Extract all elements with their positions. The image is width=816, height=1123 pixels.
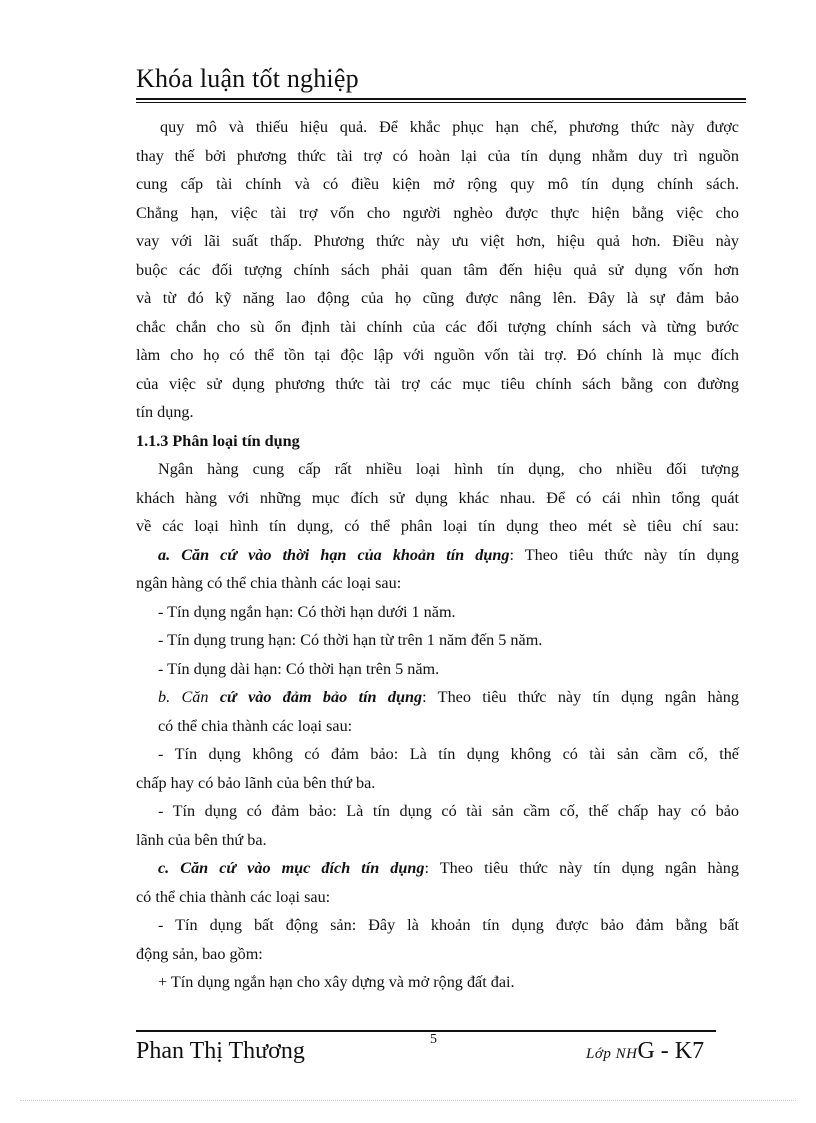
- bullet-item: - Tín dụng dài hạn: Có thời hạn trên 5 năm.: [158, 659, 440, 678]
- item-a-heading-line: [136, 541, 739, 570]
- plus-item: + Tín dụng ngắn hạn cho xây dựng và mở rộng đất đai.: [158, 973, 515, 991]
- footer-class-script: Lớp NH: [586, 1046, 638, 1062]
- item-c-label: c. Căn cứ vào mục đích tín dụng: [158, 859, 425, 877]
- header-rule: [136, 98, 746, 100]
- footer-author: Phan Thị Thương: [136, 1038, 305, 1064]
- item-b-heading-line: [136, 683, 739, 712]
- bullet-item: - Tín dụng có đảm bảo: Là tín dụng có tài sản cầm cố, thế chấp hay có bảo: [158, 802, 739, 820]
- paragraph-line: chắc chắn cho sù ổn định tài chính của các đối tượng chính sách và từng bước: [136, 317, 739, 336]
- item-a-label: a. Căn cứ vào thời hạn của khoản tín dụng: [158, 545, 510, 564]
- item-b-rest: : Theo tiêu thức này tín dụng ngân hàng: [422, 688, 739, 706]
- paragraph-line: khách hàng với những mục đích sử dụng khác nhau. Để có cái nhìn tổng quát: [136, 488, 739, 507]
- bullet-item: - Tín dụng bất động sản: Đây là khoản tín dụng được bảo đảm bằng bất: [158, 916, 739, 934]
- bullet-item: - Tín dụng không có đảm bảo: Là tín dụng không có tài sản cầm cố, thế: [158, 745, 739, 763]
- paragraph-line: làm cho họ có thể tồn tại độc lập với nguồn vốn tài trợ. Đó chính là mục đích: [136, 346, 739, 364]
- section-heading: 1.1.3 Phân loại tín dụng: [136, 431, 300, 450]
- item-c-heading-line: [136, 854, 739, 883]
- bullet-item: - Tín dụng trung hạn: Có thời hạn từ trên 1 năm đến 5 năm.: [158, 631, 543, 649]
- bullet-item: - Tín dụng ngắn hạn: Có thời hạn dưới 1 năm.: [158, 602, 456, 621]
- paragraph-line: quy mô và thiếu hiệu quả. Để khắc phục hạn chế, phương thức này được: [160, 118, 739, 136]
- paragraph-line: cung cấp tài chính và có điều kiện mở rộng quy mô tín dụng chính sách.: [136, 175, 739, 193]
- paragraph-line: buộc các đối tượng chính sách phải quan tâm đến hiệu quả sử dụng vốn hơn: [136, 260, 739, 279]
- paragraph-line: ngân hàng có thể chia thành các loại sau:: [136, 574, 402, 592]
- paragraph-line: lãnh của bên thứ ba.: [136, 830, 267, 849]
- document-body: [136, 113, 739, 997]
- paragraph-line: về các loại hình tín dụng, có thể phân loại tín dụng theo mét sè tiêu chí sau:: [136, 517, 739, 535]
- paragraph-line: của việc sử dụng phương thức tài trợ các mục tiêu chính sách bằng con đường: [136, 374, 739, 393]
- paragraph-line: có thể chia thành các loại sau:: [158, 716, 353, 735]
- item-b-label: cứ vào đảm bảo tín dụng: [219, 688, 423, 706]
- footer-class: [586, 1038, 704, 1065]
- item-c-rest: : Theo tiêu thức này tín dụng ngân hàng: [424, 859, 739, 877]
- footer-rule: [136, 1030, 716, 1032]
- item-b-prefix: b. Căn: [158, 688, 220, 706]
- header-rule-thin: [136, 102, 746, 103]
- paragraph-line: Chẳng hạn, việc tài trợ vốn cho người nghèo được thực hiện bằng việc cho: [136, 203, 739, 222]
- item-a-rest: : Theo tiêu thức này tín dụng: [509, 545, 739, 564]
- paragraph-line: động sản, bao gồm:: [136, 944, 263, 963]
- paragraph-line: Ngân hàng cung cấp rất nhiều loại hình tín dụng, cho nhiều đối tượng: [158, 460, 739, 478]
- footer-class-suffix: G - K7: [637, 1038, 705, 1064]
- page-edge-divider: [20, 1100, 796, 1101]
- paragraph-line: vay với lãi suất thấp. Phương thức này ưu việt hơn, hiệu quả hơn. Điều này: [136, 232, 739, 250]
- paragraph-line: chấp hay có bảo lãnh của bên thứ ba.: [136, 773, 376, 792]
- paragraph-line: thay thế bởi phương thức tài trợ có hoàn lại của tín dụng nhằm duy trì nguồn: [136, 146, 739, 165]
- paragraph-line: có thể chia thành các loại sau:: [136, 887, 331, 906]
- paragraph-line: và từ đó kỹ năng lao động của họ cũng được nâng lên. Đây là sự đảm bảo: [136, 289, 739, 307]
- page-number: 5: [430, 1032, 437, 1047]
- page-header-title: Khóa luận tốt nghiệp: [136, 64, 359, 93]
- paragraph-line: tín dụng.: [136, 403, 194, 421]
